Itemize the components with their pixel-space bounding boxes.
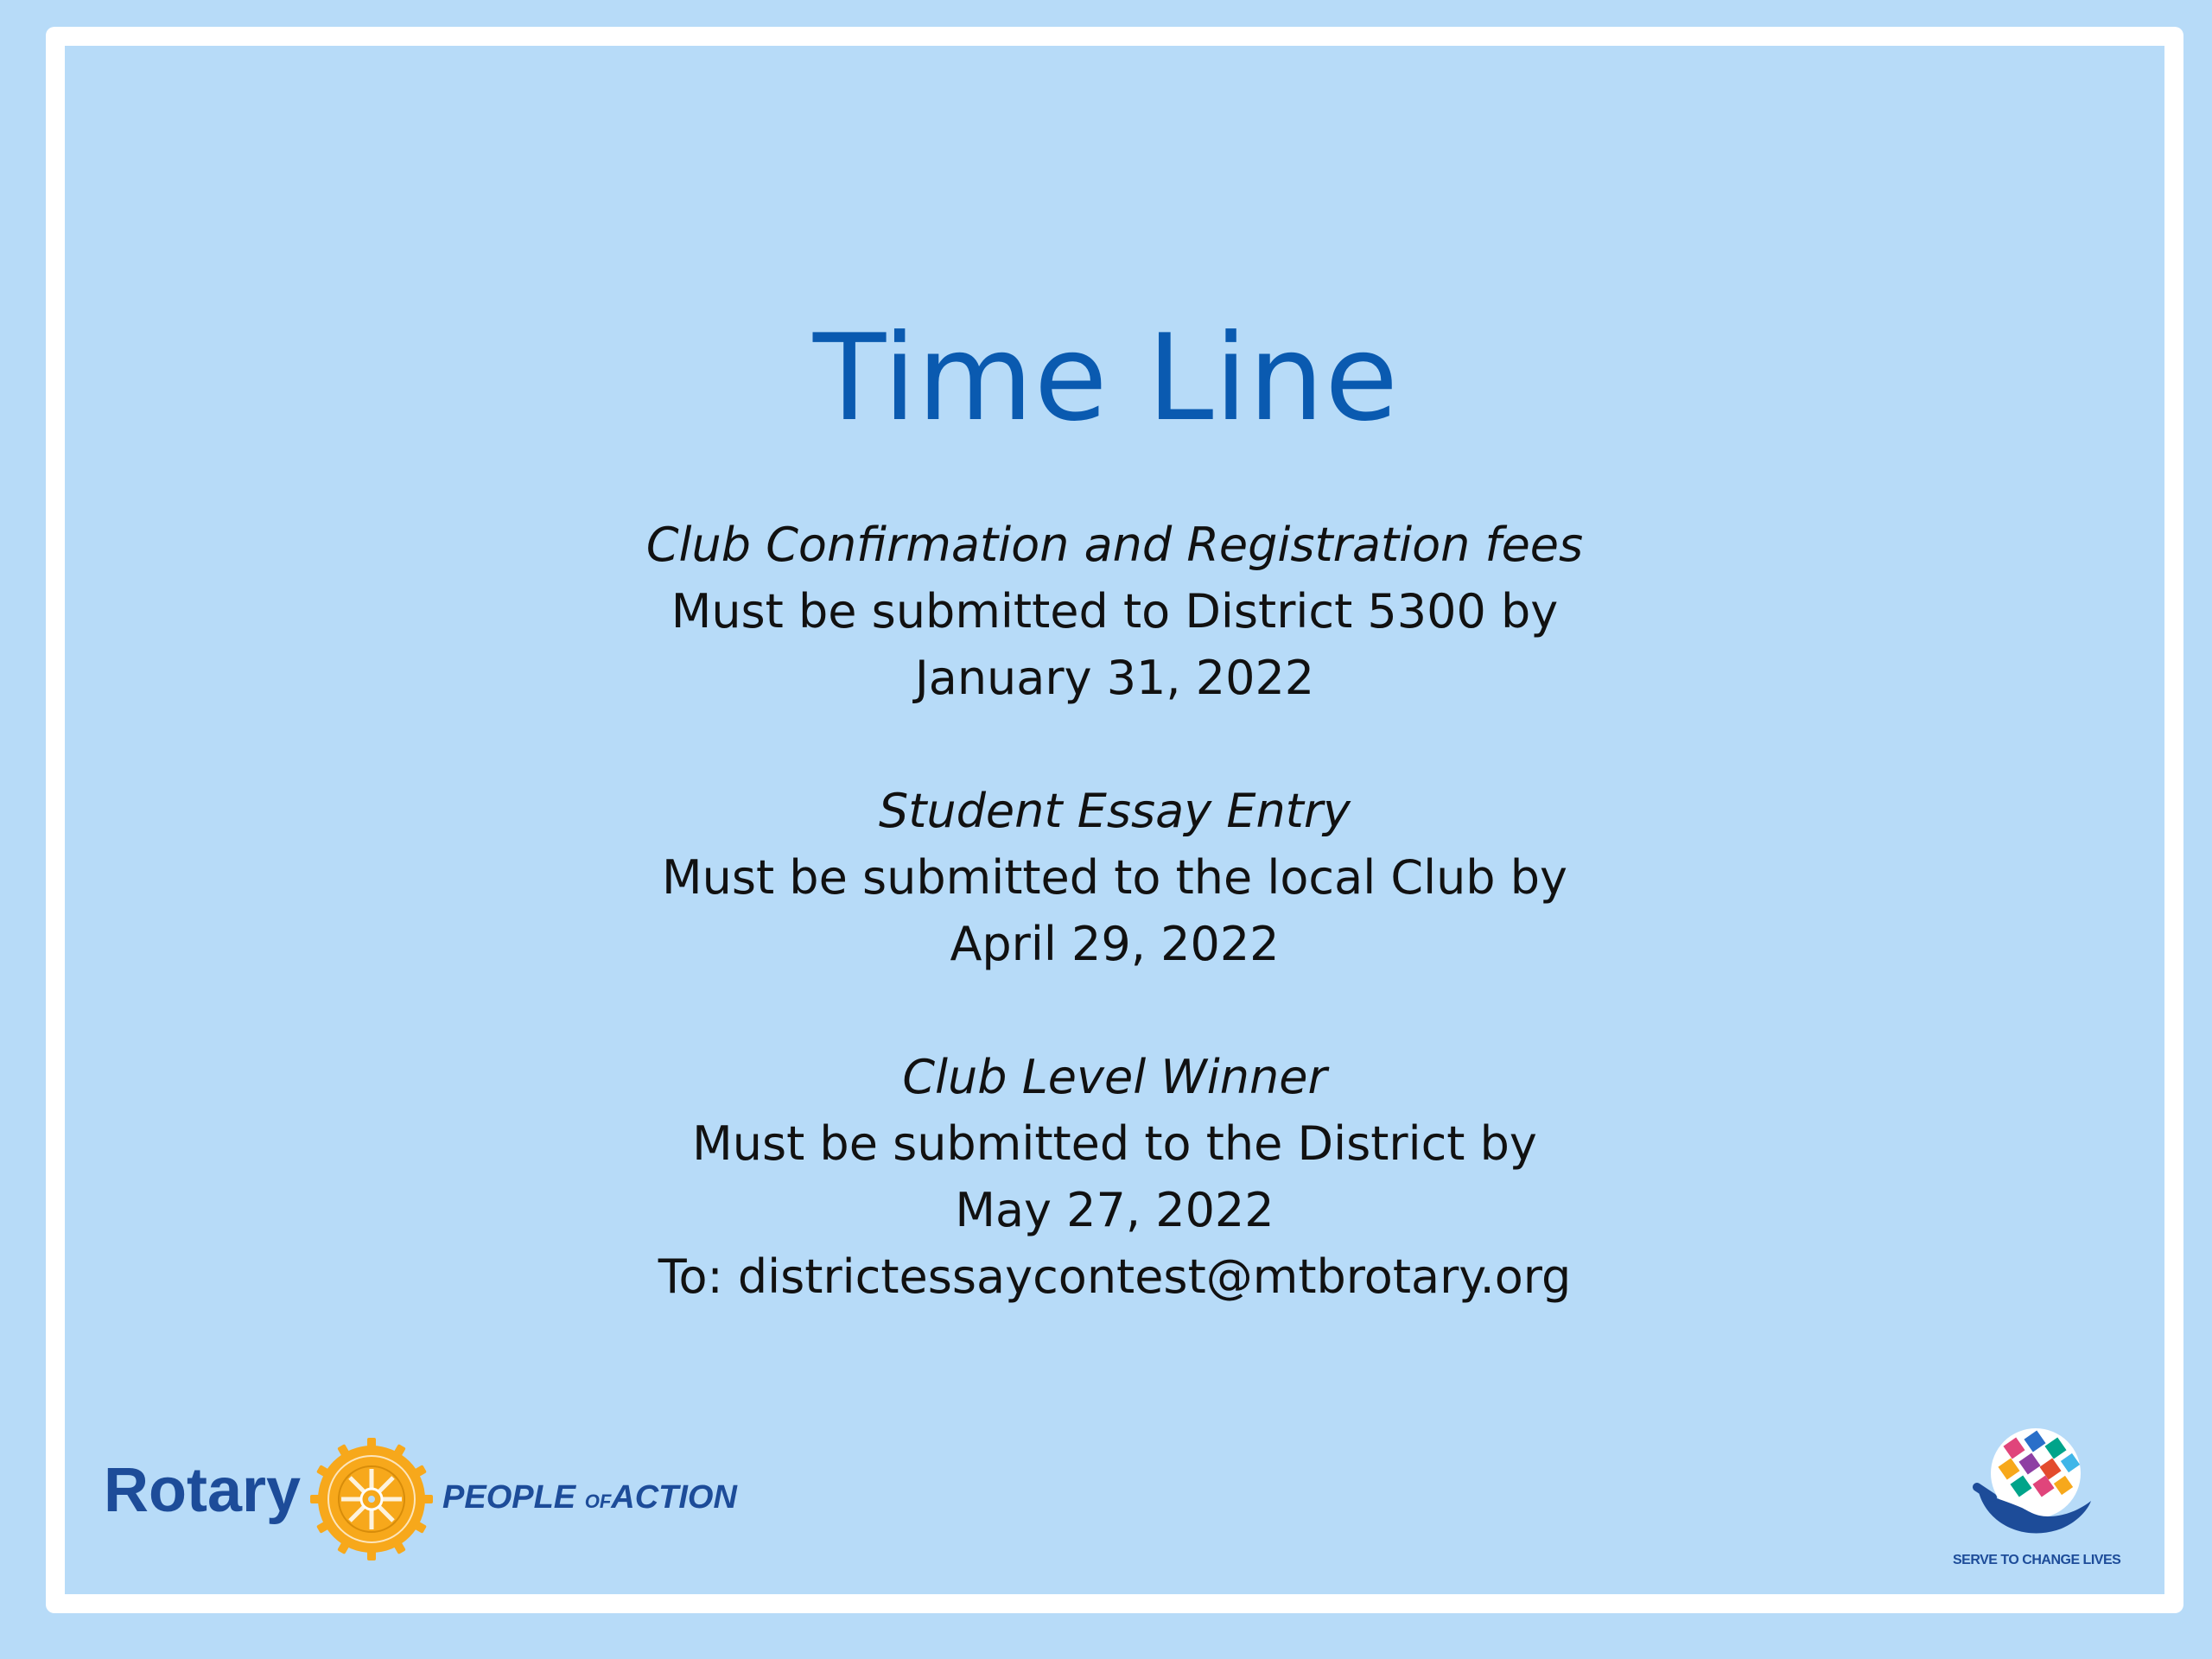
serve-to-change-lives-logo: [1953, 1421, 2121, 1573]
section-2-line-1: Must be submitted to the local Club by: [662, 850, 1567, 905]
spacer: [0, 711, 2212, 778]
section-2-line-2: April 29, 2022: [950, 917, 1280, 971]
rotary-logo: [104, 1434, 737, 1564]
section-3-line-2: May 27, 2022: [955, 1183, 1274, 1237]
section-1-line-1: Must be submitted to District 5300 by: [671, 584, 1559, 639]
section-2-heading: Student Essay Entry: [878, 784, 1351, 838]
timeline-body: [0, 512, 2212, 1310]
spacer: [0, 977, 2212, 1044]
section-3-email: To: districtessaycontest@mtbrotary.org: [658, 1249, 1572, 1304]
rotary-tagline: PEOPLE OFACTION: [442, 1479, 737, 1516]
slide-title: Time Line: [812, 308, 1400, 448]
section-3-line-1: Must be submitted to the District by: [692, 1116, 1537, 1171]
section-1-heading: Club Confirmation and Registration fees: [645, 518, 1584, 572]
rotary-wordmark: Rotary: [104, 1456, 302, 1525]
rotary-wheel-icon: [307, 1434, 436, 1564]
section-1-line-2: January 31, 2022: [914, 651, 1315, 705]
globe-in-hand-icon: [1953, 1421, 2117, 1551]
theme-caption: SERVE TO CHANGE LIVES: [1953, 1553, 2121, 1567]
section-3-heading: Club Level Winner: [902, 1050, 1327, 1104]
